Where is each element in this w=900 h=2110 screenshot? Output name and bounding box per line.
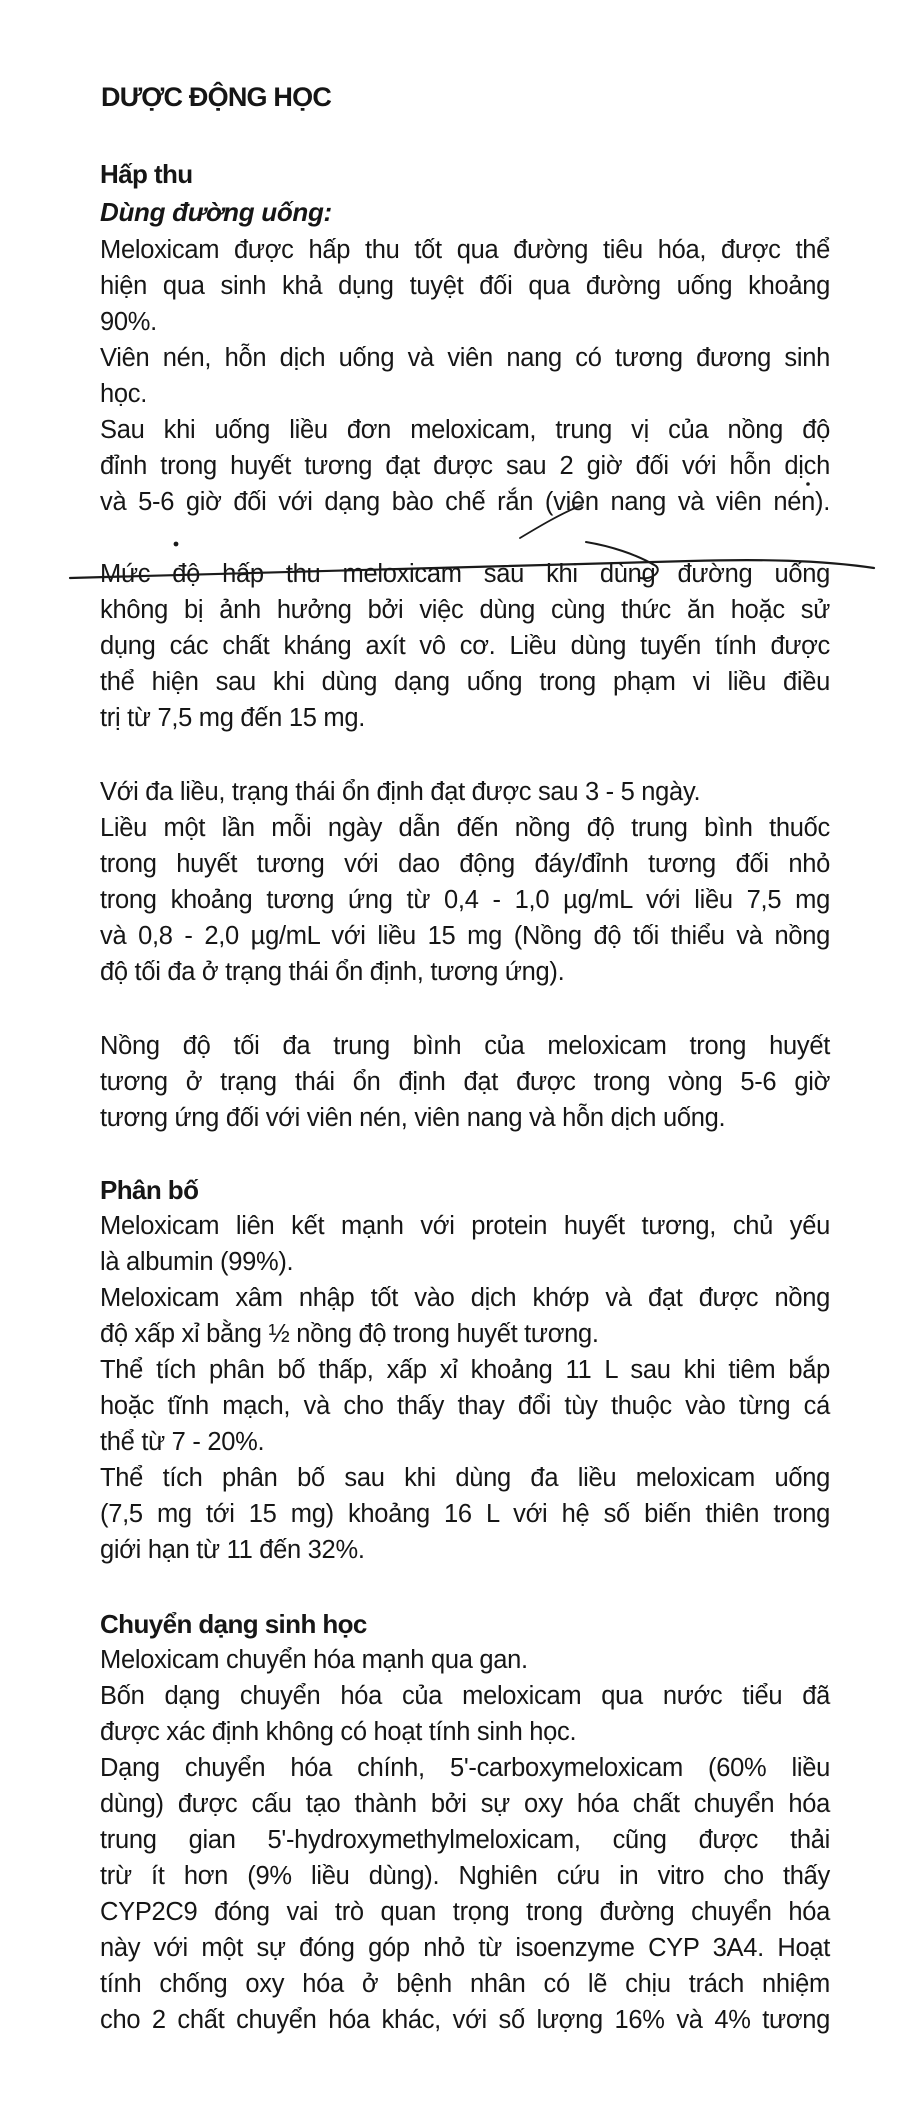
- text-line: Meloxicam xâm nhập tốt vào dịch khớp và đạt được nồng: [100, 1284, 830, 1312]
- text-line: trung gian 5'-hydroxymethylmeloxicam, cũng được thải: [100, 1826, 830, 1854]
- section-heading-distribution: Phân bố: [100, 1175, 199, 1205]
- text-line: Thể tích phân bố thấp, xấp xỉ khoảng 11 L sau khi tiêm bắp: [100, 1356, 830, 1384]
- text-line: Thể tích phân bố sau khi dùng đa liều meloxicam uống: [100, 1464, 830, 1492]
- text-line: tương ở trạng thái ổn định đạt được trong vòng 5-6 giờ: [100, 1068, 830, 1096]
- text-line: cho 2 chất chuyển hóa khác, với số lượng 16% và 4% tương: [100, 2006, 830, 2034]
- text-line: Meloxicam chuyển hóa mạnh qua gan.: [100, 1646, 528, 1674]
- text-line: giới hạn từ 11 đến 32%.: [100, 1536, 365, 1564]
- text-line: Nồng độ tối đa trung bình của meloxicam trong huyết: [100, 1032, 830, 1060]
- text-line: Liều một lần mỗi ngày dẫn đến nồng độ trung bình thuốc: [100, 814, 830, 842]
- pen-dot: [174, 542, 179, 547]
- section-heading-absorption: Hấp thu: [100, 159, 193, 189]
- subheading-oral: Dùng đường uống:: [100, 197, 332, 227]
- text-line: Meloxicam được hấp thu tốt qua đường tiêu hóa, được thể: [100, 236, 830, 264]
- document-title: DƯỢC ĐỘNG HỌC: [101, 82, 332, 112]
- text-line: trong huyết tương với dao động đáy/đỉnh tương đối nhỏ: [100, 850, 830, 878]
- text-line: và 0,8 - 2,0 µg/mL với liều 15 mg (Nồng độ tối thiểu và nồng: [100, 922, 830, 950]
- text-line: thể hiện sau khi dùng dạng uống trong phạm vi liều điều: [100, 668, 830, 696]
- text-line: này với một sự đóng góp nhỏ từ isoenzyme CYP 3A4. Hoạt: [100, 1934, 830, 1962]
- text-line: trị từ 7,5 mg đến 15 mg.: [100, 704, 365, 732]
- text-line: (7,5 mg tới 15 mg) khoảng 16 L với hệ số biến thiên trong: [100, 1500, 830, 1528]
- text-line: độ tối đa ở trạng thái ổn định, tương ứng).: [100, 958, 565, 986]
- text-line: Sau khi uống liều đơn meloxicam, trung vị của nồng độ: [100, 416, 830, 444]
- text-line: được xác định không có hoạt tính sinh học.: [100, 1718, 577, 1746]
- text-line: thể từ 7 - 20%.: [100, 1428, 265, 1456]
- text-line: Meloxicam liên kết mạnh với protein huyết tương, chủ yếu: [100, 1212, 830, 1240]
- text-line: không bị ảnh hưởng bởi việc dùng cùng thức ăn hoặc sử: [100, 596, 830, 624]
- text-line: dụng các chất kháng axít vô cơ. Liều dùng tuyến tính được: [100, 632, 830, 660]
- text-line: hoặc tĩnh mạch, và cho thấy thay đổi tùy thuộc vào từng cá: [100, 1392, 830, 1420]
- text-line: và 5-6 giờ đối với dạng bào chế rắn (viên nang và viên nén).: [100, 488, 830, 516]
- text-line: hiện qua sinh khả dụng tuyệt đối qua đường uống khoảng: [100, 272, 830, 300]
- text-line: Viên nén, hỗn dịch uống và viên nang có tương đương sinh: [100, 344, 830, 372]
- text-line: Với đa liều, trạng thái ổn định đạt được sau 3 - 5 ngày.: [100, 778, 701, 806]
- text-line: độ xấp xỉ bằng ½ nồng độ trong huyết tương.: [100, 1320, 599, 1348]
- text-line: tương ứng đối với viên nén, viên nang và hỗn dịch uống.: [100, 1104, 726, 1132]
- text-line: Mức độ hấp thu meloxicam sau khi dùng đường uống: [100, 560, 830, 588]
- text-line: đỉnh trong huyết tương đạt được sau 2 giờ đối với hỗn dịch: [100, 452, 830, 480]
- text-line: 90%.: [100, 308, 157, 336]
- text-line: dùng) được cấu tạo thành bởi sự oxy hóa chất chuyển hóa: [100, 1790, 830, 1818]
- text-line: là albumin (99%).: [100, 1248, 294, 1276]
- text-line: tính chống oxy hóa ở bệnh nhân có lẽ chịu trách nhiệm: [100, 1970, 830, 1998]
- text-line: CYP2C9 đóng vai trò quan trọng trong đường chuyển hóa: [100, 1898, 830, 1926]
- text-line: Bốn dạng chuyển hóa của meloxicam qua nước tiểu đã: [100, 1682, 830, 1710]
- section-heading-biotransformation: Chuyển dạng sinh học: [100, 1609, 367, 1639]
- text-line: Dạng chuyển hóa chính, 5'-carboxymeloxicam (60% liều: [100, 1754, 830, 1782]
- text-line: học.: [100, 380, 147, 408]
- text-line: trong khoảng tương ứng từ 0,4 - 1,0 µg/mL với liều 7,5 mg: [100, 886, 830, 914]
- text-line: trừ ít hơn (9% liều dùng). Nghiên cứu in vitro cho thấy: [100, 1862, 830, 1890]
